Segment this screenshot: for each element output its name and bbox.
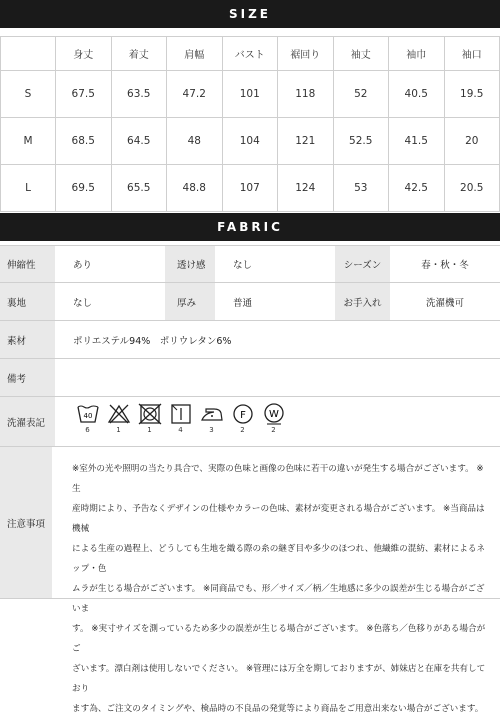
material-value: ポリエステル94% ポリウレタン6%: [73, 335, 232, 347]
size-cell: 52.5: [333, 118, 389, 165]
lining-value: なし: [73, 297, 93, 309]
size-cell: 40.5: [389, 71, 445, 118]
size-section-banner: [0, 0, 500, 28]
lining-label: 裏地: [0, 283, 55, 320]
size-cell: 63.5: [111, 71, 167, 118]
care-value: 洗濯機可: [425, 297, 464, 309]
size-cell: 20: [444, 118, 500, 165]
size-row-s: [1, 71, 500, 118]
no-tumble-dry-icon: [137, 403, 162, 434]
wet-clean-w-icon: [261, 403, 286, 434]
size-cell: 67.5: [56, 71, 112, 118]
size-cell: 121: [278, 118, 334, 165]
remarks-label: 備考: [0, 359, 55, 396]
fabric-row-notes: [0, 447, 500, 714]
notes-line: 産時期により、予告なくデザインの仕様やカラーの色味、素材が変更される場合がございます。 ※当商品は機械: [72, 504, 485, 534]
dry-clean-f-icon: [230, 403, 255, 434]
size-cell: 69.5: [56, 165, 112, 212]
column-header-sleeve-length: 袖丈: [333, 37, 389, 71]
size-table-header-row: [1, 37, 500, 71]
fabric-table: [0, 245, 500, 714]
dry-clean-code: 2: [240, 426, 245, 434]
size-row-l: [1, 165, 500, 212]
size-cell: 52: [333, 71, 389, 118]
size-cell: 47.2: [167, 71, 223, 118]
notes-line: ます為、ご注文のタイミングや、検品時の不良品の発覚等により商品をご用意出来ない場合がございます。: [72, 704, 484, 714]
remarks-value: [55, 359, 73, 396]
size-cell: 42.5: [389, 165, 445, 212]
size-cell: 41.5: [389, 118, 445, 165]
iron-code: 3: [209, 426, 214, 434]
size-cell: 101: [222, 71, 278, 118]
size-cell: 107: [222, 165, 278, 212]
size-cell: 65.5: [111, 165, 167, 212]
wet-clean-code: 2: [271, 426, 276, 434]
size-cell: 19.5: [444, 71, 500, 118]
fabric-row-remarks: [0, 359, 500, 397]
notes-line: ※室外の光や照明の当たり具合で、実際の色味と画像の色味に若干の違いが発生する場合がございます。 ※生: [72, 464, 484, 494]
notes-line: ムラが生じる場合がございます。 ※同商品でも、形／サイズ／柄／生地感に多少の誤差が生じる場合がございま: [72, 584, 485, 614]
size-cell: 118: [278, 71, 334, 118]
fabric-section-title: FABRIC: [217, 220, 283, 234]
column-header-bust: バスト: [222, 37, 278, 71]
fabric-row-stretch: [0, 245, 500, 283]
column-header-garment-length: 着丈: [111, 37, 167, 71]
size-cell: 68.5: [56, 118, 112, 165]
wash-40-icon: [75, 403, 100, 434]
sheer-value: なし: [233, 260, 253, 271]
sheer-label: 透け感: [165, 246, 215, 282]
size-cell: 124: [278, 165, 334, 212]
thickness-label: 厚み: [165, 283, 215, 320]
no-bleach-icon: [106, 403, 131, 434]
wash-temp-text: 40: [83, 412, 92, 420]
material-label: 素材: [0, 321, 55, 358]
wash-code: 6: [85, 426, 90, 434]
notes-line: す。 ※実寸サイズを測っているため多少の誤差が生じる場合がございます。 ※色落ち／色移りがある場合がご: [72, 624, 486, 654]
column-header-shoulder-width: 肩幅: [167, 37, 223, 71]
notes-label: 注意事項: [0, 447, 52, 598]
column-header-sleeve-width: 袖巾: [389, 37, 445, 71]
stretch-value: あり: [73, 260, 93, 271]
size-label: S: [1, 71, 56, 118]
notes-text: [52, 447, 500, 714]
size-cell: 53: [333, 165, 389, 212]
iron-low-icon: [199, 403, 224, 434]
size-table-corner-cell: [1, 37, 56, 71]
dry-code: 4: [178, 426, 183, 434]
column-header-cuff: 袖口: [444, 37, 500, 71]
dry-clean-letter: F: [239, 410, 246, 421]
washing-label: 洗濯表記: [0, 397, 55, 446]
notes-line: ざいます。漂白剤は使用しないでください。 ※管理には万全を期しておりますが、姉妹店と在庫を共有しており: [72, 664, 486, 694]
wet-clean-letter: W: [268, 409, 279, 420]
stretch-label: 伸縮性: [0, 246, 55, 282]
notes-line: による生産の過程上、どうしても生地を織る際の糸の継ぎ目や多少のほつれ、他繊維の混紡、素材によるネップ・色: [72, 544, 486, 574]
size-cell: 48.8: [167, 165, 223, 212]
size-label: M: [1, 118, 56, 165]
care-label: お手入れ: [335, 283, 390, 320]
size-label: L: [1, 165, 56, 212]
fabric-row-washing: [0, 397, 500, 447]
size-cell: 20.5: [444, 165, 500, 212]
size-cell: 48: [167, 118, 223, 165]
washing-icons: [55, 397, 286, 446]
thickness-value: 普通: [233, 297, 253, 309]
size-cell: 104: [222, 118, 278, 165]
tumble-code: 1: [147, 426, 152, 434]
size-cell: 64.5: [111, 118, 167, 165]
season-label: シーズン: [335, 246, 390, 282]
fabric-section-banner: [0, 213, 500, 241]
fabric-row-material: [0, 321, 500, 359]
season-value: 春・秋・冬: [421, 260, 469, 271]
column-header-body-length: 身丈: [56, 37, 112, 71]
size-row-m: [1, 118, 500, 165]
column-header-hem-circumference: 裾回り: [278, 37, 334, 71]
fabric-row-lining: [0, 283, 500, 321]
size-table: [0, 36, 500, 212]
bleach-code: 1: [116, 426, 121, 434]
size-section-title: SIZE: [228, 7, 271, 21]
line-dry-icon: [168, 403, 193, 434]
